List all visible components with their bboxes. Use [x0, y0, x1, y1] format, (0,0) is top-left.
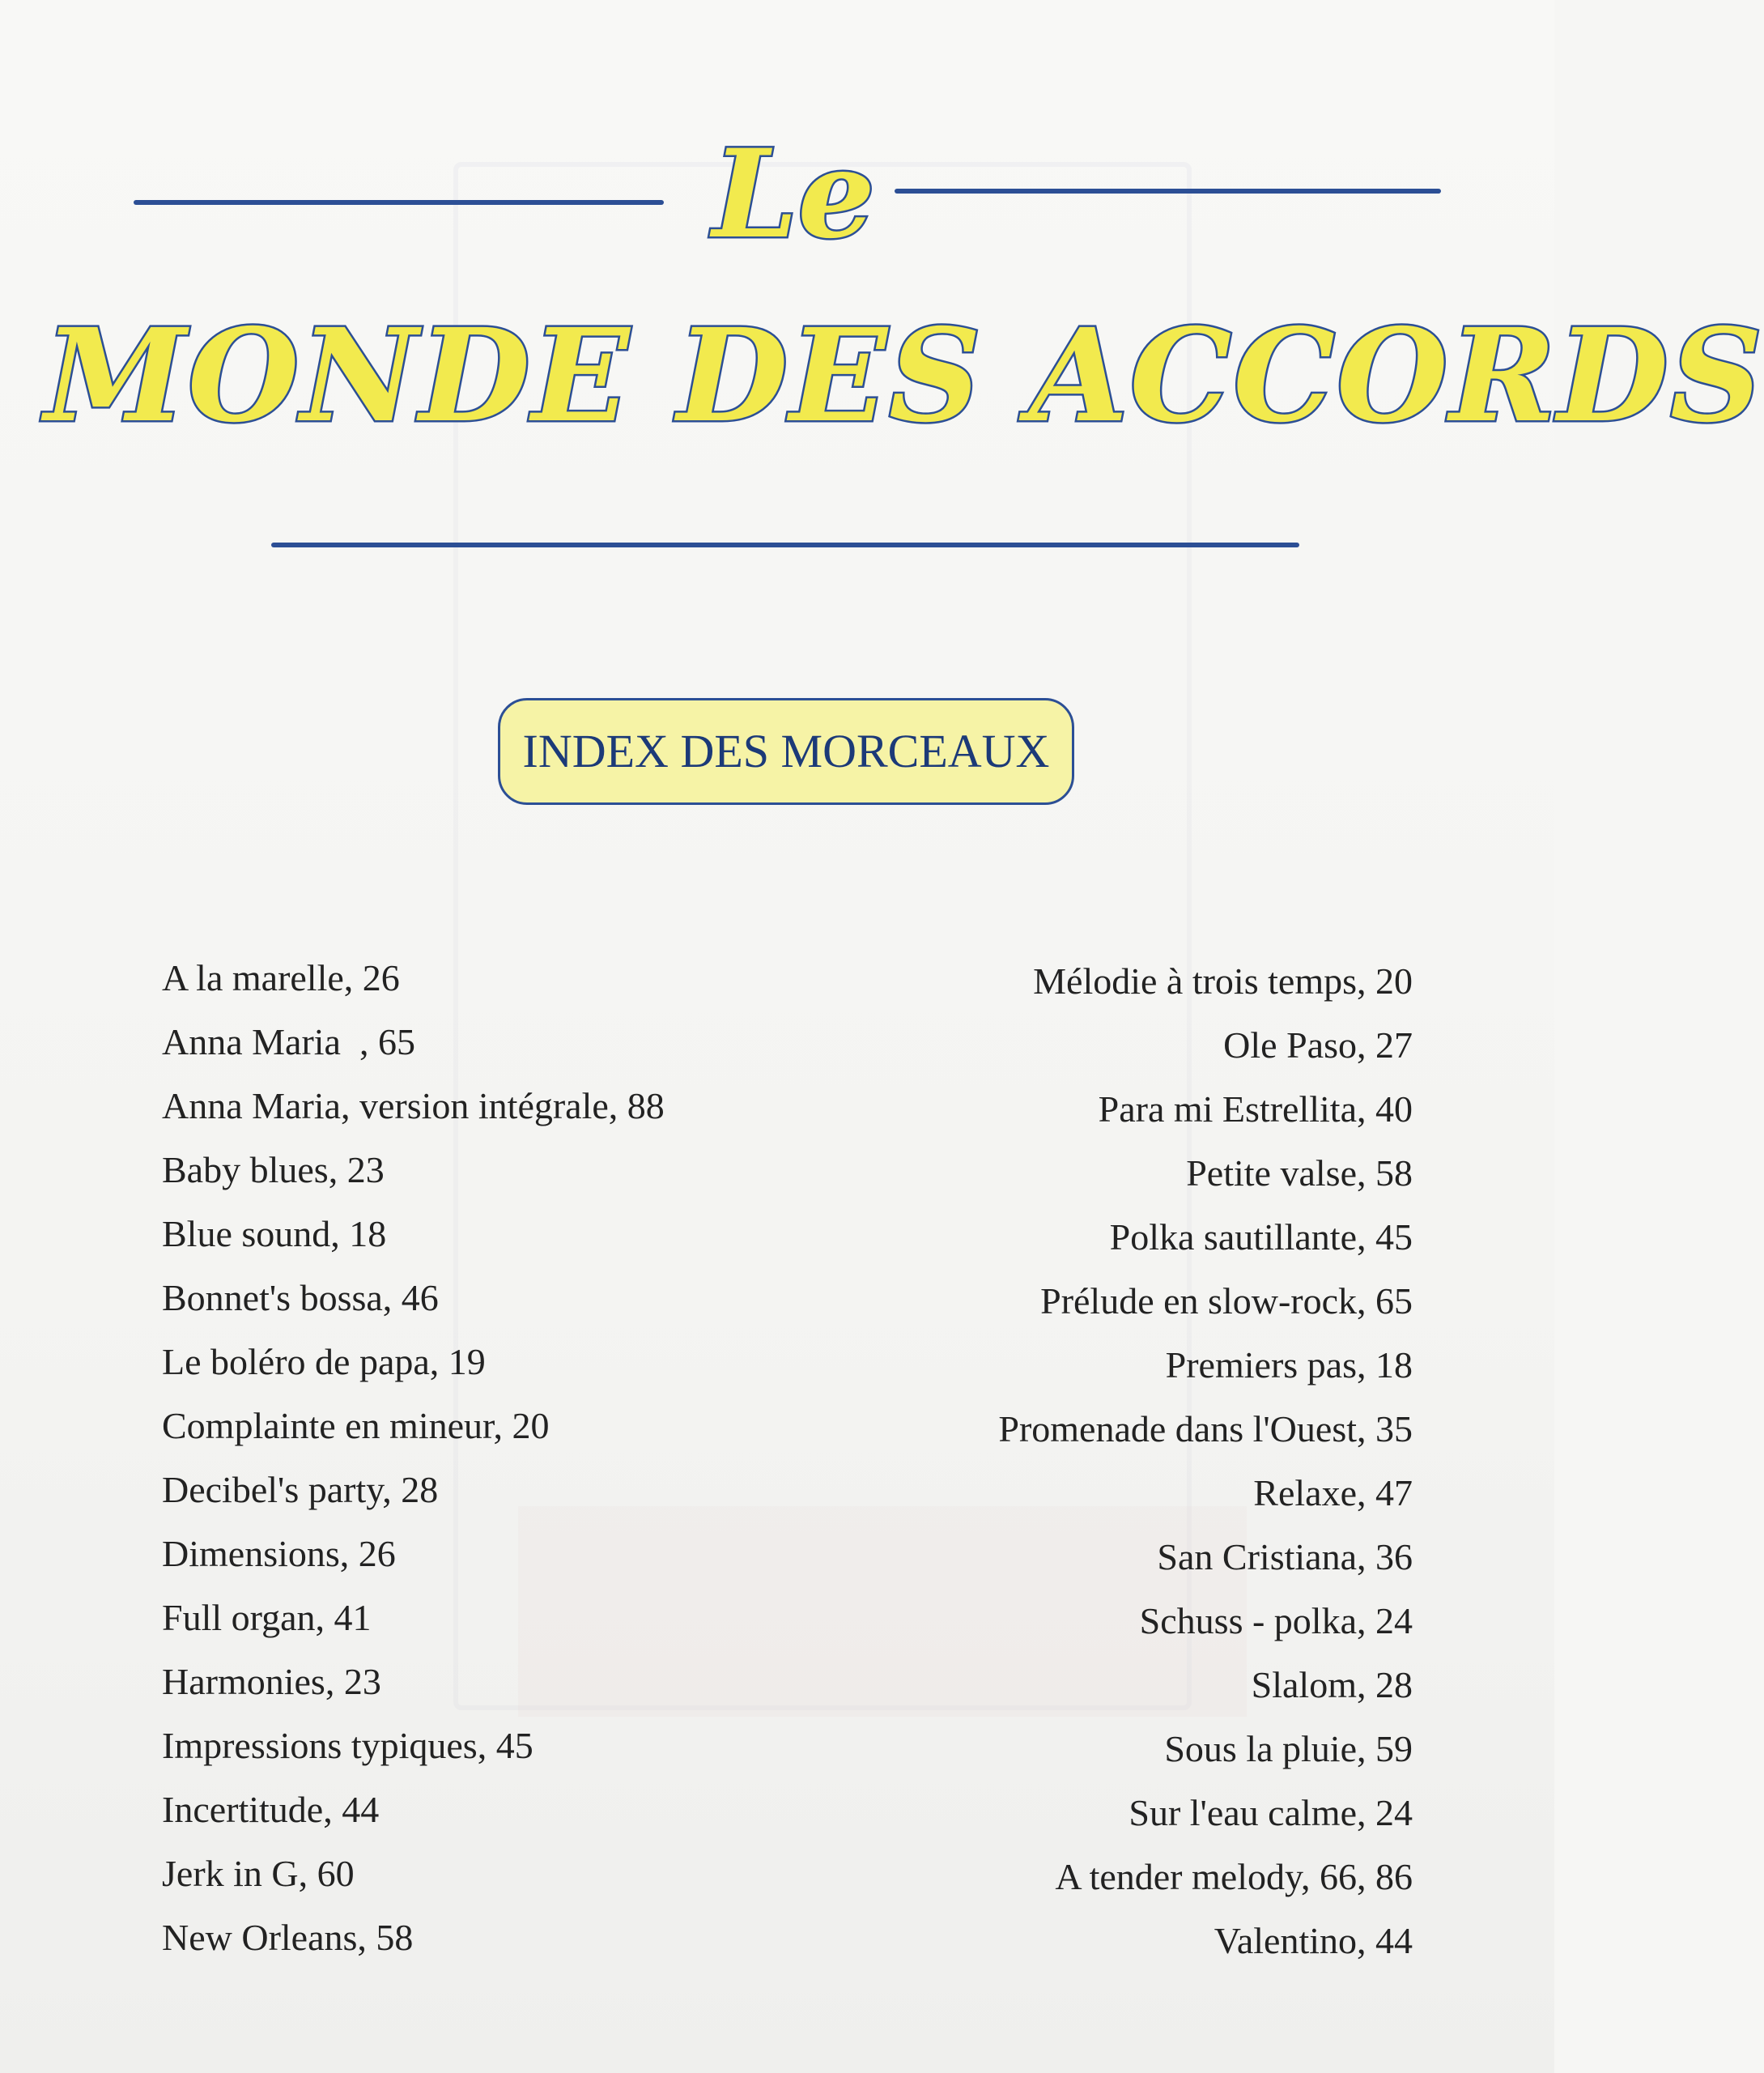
index-entry: Promenade dans l'Ouest, 35	[998, 1408, 1413, 1449]
index-entry: Valentino, 44	[1214, 1920, 1413, 1961]
title-rule-bottom	[271, 543, 1299, 547]
index-entry: Full organ, 41	[162, 1597, 372, 1638]
title-rule-left	[134, 200, 664, 205]
index-entry: San Cristiana, 36	[1157, 1536, 1413, 1577]
index-entry: Polka sautillante, 45	[1109, 1216, 1413, 1258]
index-entry: Dimensions, 26	[162, 1533, 396, 1574]
index-entry: Complainte en mineur, 20	[162, 1405, 550, 1446]
index-entry: Mélodie à trois temps, 20	[1033, 960, 1413, 1002]
index-entry: Anna Maria , 65	[162, 1021, 415, 1062]
index-entry: Le boléro de papa, 19	[162, 1341, 486, 1382]
index-entry: Petite valse, 58	[1186, 1152, 1413, 1194]
index-entry: Bonnet's bossa, 46	[162, 1277, 439, 1318]
title-rule-right	[895, 189, 1441, 194]
title-article: Le	[712, 123, 875, 266]
index-entry: Relaxe, 47	[1253, 1472, 1413, 1513]
index-entry: Schuss - polka, 24	[1139, 1600, 1413, 1641]
index-heading-badge: INDEX DES MORCEAUX	[498, 698, 1074, 805]
index-entry: Harmonies, 23	[162, 1661, 381, 1702]
index-entry: Anna Maria, version intégrale, 88	[162, 1085, 665, 1126]
index-entry: A la marelle, 26	[162, 957, 400, 998]
page-title: MONDE DES ACCORDS	[45, 301, 1764, 451]
index-entry: Para mi Estrellita, 40	[1098, 1088, 1413, 1130]
index-column-right	[810, 949, 1413, 1973]
index-entry: Jerk in G, 60	[162, 1853, 355, 1894]
index-entry: Sous la pluie, 59	[1164, 1728, 1413, 1769]
index-entry: Incertitude, 44	[162, 1789, 380, 1830]
index-entry: Blue sound, 18	[162, 1213, 387, 1254]
index-entry: Premiers pas, 18	[1165, 1344, 1413, 1386]
index-entry: Ole Paso, 27	[1223, 1024, 1413, 1066]
index-entry: Impressions typiques, 45	[162, 1725, 533, 1766]
index-entry: New Orleans, 58	[162, 1917, 414, 1958]
index-entry: Slalom, 28	[1251, 1664, 1413, 1705]
index-entry: Baby blues, 23	[162, 1149, 385, 1190]
index-entry: Prélude en slow-rock, 65	[1040, 1280, 1413, 1322]
index-entry: Sur l'eau calme, 24	[1129, 1792, 1413, 1833]
index-entry: A tender melody, 66, 86	[1055, 1856, 1413, 1897]
index-entry: Decibel's party, 28	[162, 1469, 439, 1510]
index-column-left	[162, 946, 810, 1969]
